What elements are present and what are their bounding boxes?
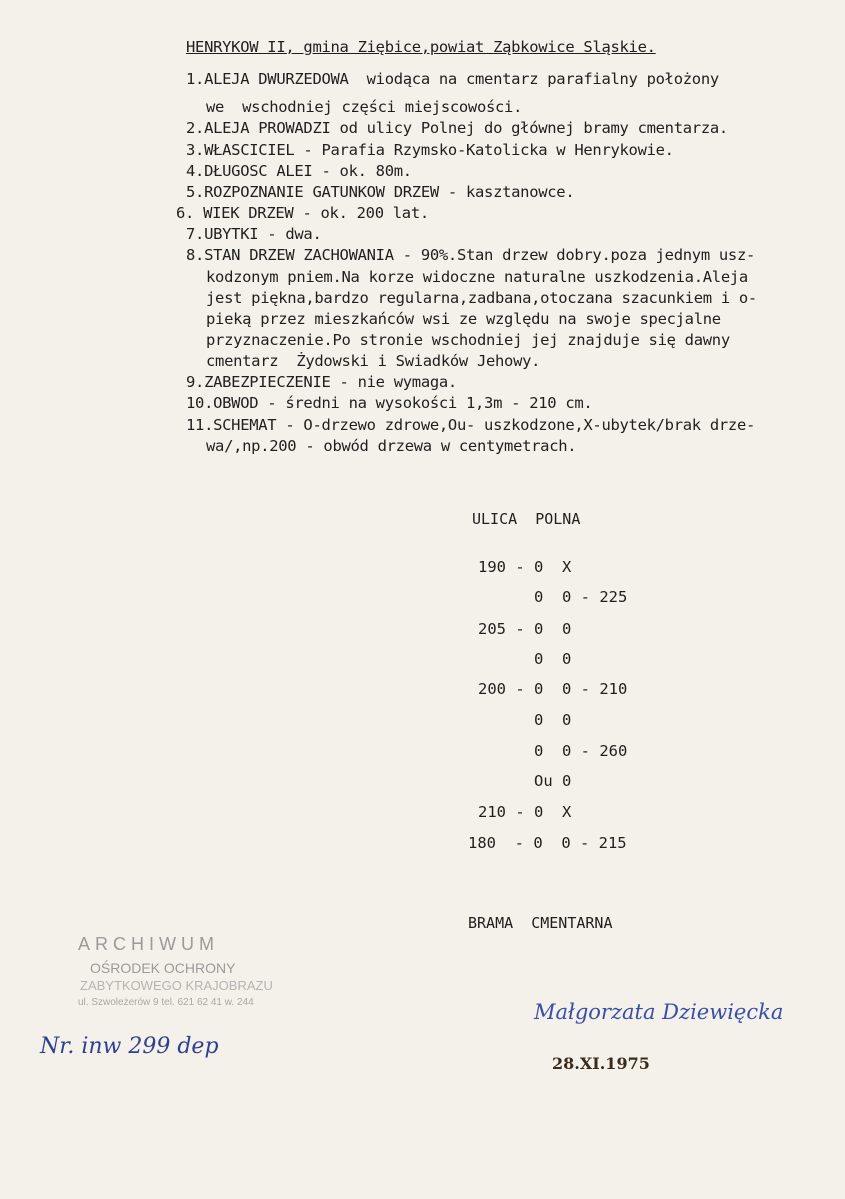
- text-line: cmentarz Żydowski i Swiadków Jehowy.: [206, 352, 541, 370]
- text-line: 10.OBWOD - średni na wysokości 1,3m - 210 cm.: [186, 394, 593, 412]
- scheme-row: 205 - 0 0: [478, 620, 572, 638]
- scheme-row: 190 - 0 X: [478, 558, 572, 576]
- text-line: 8.STAN DRZEW ZACHOWANIA - 90%.Stan drzew dobry.poza jednym usz-: [186, 246, 756, 264]
- inventory-note: Nr. inw 299 dep: [40, 1034, 219, 1059]
- scheme-row: 0 0 - 225: [478, 588, 628, 606]
- stamp-line: ZABYTKOWEGO KRAJOBRAZU: [80, 978, 273, 993]
- scheme-row: 0 0: [478, 711, 572, 729]
- scheme-row: 0 0 - 260: [478, 742, 628, 760]
- scheme-row: 200 - 0 0 - 210: [478, 680, 628, 698]
- text-line: 11.SCHEMAT - O-drzewo zdrowe,Ou- uszkodzone,X-ubytek/brak drze-: [186, 416, 756, 434]
- signature: Małgorzata Dziewięcka: [534, 1000, 784, 1024]
- text-line: jest piękna,bardzo regularna,zadbana,otoczana szacunkiem i o-: [206, 289, 757, 307]
- document-title: HENRYKOW II, gmina Ziębice,powiat Ząbkowice Sląskie.: [186, 38, 656, 56]
- text-line: 5.ROZPOZNANIE GATUNKOW DRZEW - kasztanowce.: [186, 183, 575, 201]
- text-line: 9.ZABEZPIECZENIE - nie wymaga.: [186, 373, 457, 391]
- text-line: 3.WŁASCICIEL - Parafia Rzymsko-Katolicka w Henrykowie.: [186, 141, 674, 159]
- stamp-line: ARCHIWUM: [78, 934, 219, 954]
- scheme-row: 210 - 0 X: [478, 803, 572, 821]
- scheme-row: 180 - 0 0 - 215: [468, 834, 627, 852]
- text-line: przyznaczenie.Po stronie wschodniej jej znajduje się dawny: [206, 331, 730, 349]
- scheme-row: Ou 0: [478, 772, 572, 790]
- stamp-line: ul. Szwoleżerów 9 tel. 621 62 41 w. 244: [78, 997, 254, 1008]
- scheme-top-label: ULICA POLNA: [472, 510, 581, 528]
- scheme-bottom-label: BRAMA CMENTARNA: [468, 914, 613, 932]
- text-line: kodzonym pniem.Na korze widoczne naturalne uszkodzenia.Aleja: [206, 268, 748, 286]
- text-line: 4.DŁUGOSC ALEI - ok. 80m.: [186, 162, 412, 180]
- text-line: 6. WIEK DRZEW - ok. 200 lat.: [176, 204, 429, 222]
- text-line: 1.ALEJA DWURZEDOWA wiodąca na cmentarz parafialny położony: [186, 70, 719, 88]
- date-note: 28.XI.1975: [552, 1054, 650, 1073]
- text-line: 7.UBYTKI - dwa.: [186, 225, 322, 243]
- scheme-row: 0 0: [478, 650, 572, 668]
- text-line: we wschodniej części miejscowości.: [206, 98, 523, 116]
- text-line: pieką przez mieszkańców wsi ze względu na swoje specjalne: [206, 310, 721, 328]
- stamp-line: OŚRODEK OCHRONY: [90, 960, 236, 976]
- text-line: wa/,np.200 - obwód drzewa w centymetrach.: [206, 437, 577, 455]
- text-line: 2.ALEJA PROWADZI od ulicy Polnej do głównej bramy cmentarza.: [186, 119, 728, 137]
